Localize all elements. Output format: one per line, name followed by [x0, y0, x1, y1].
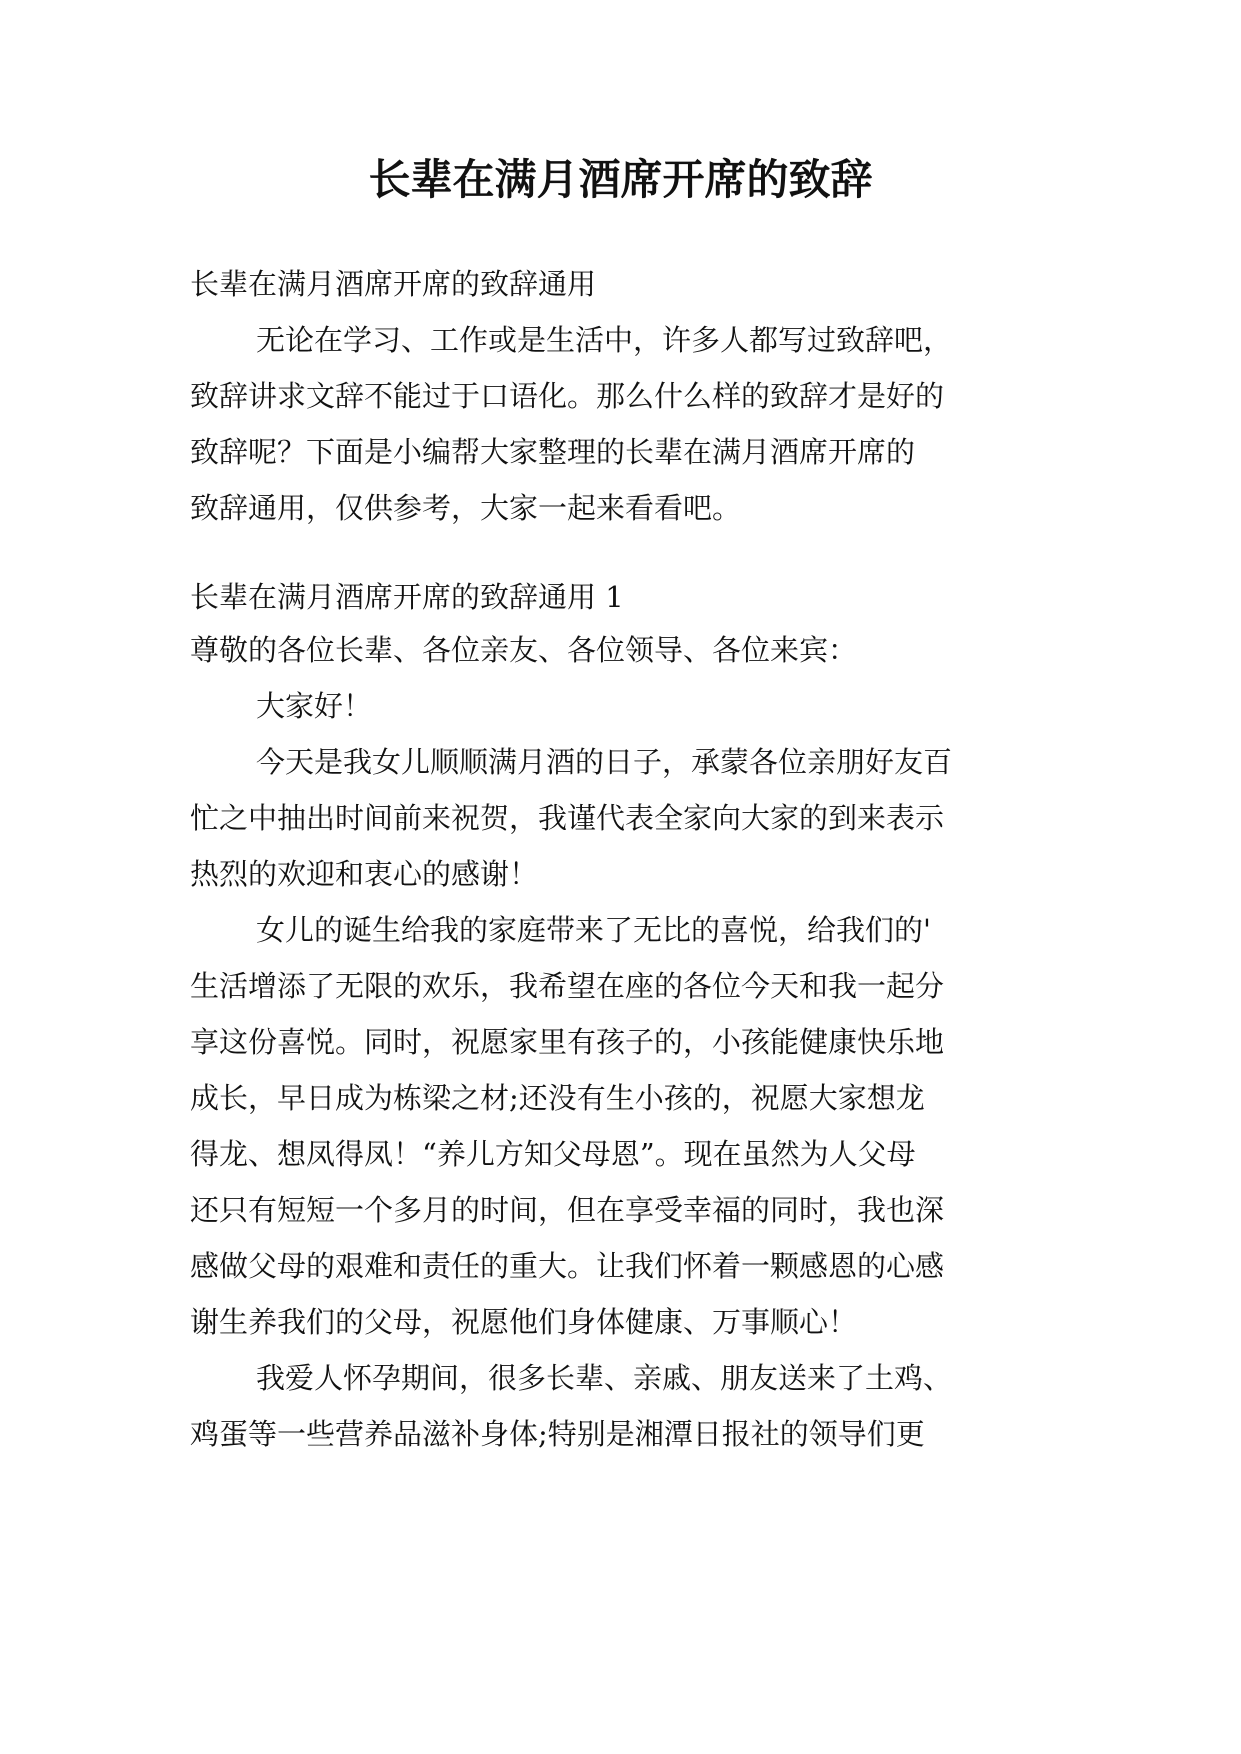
paragraph-line: 得龙、想凤得凤！“养儿方知父母恩”。现在虽然为人父母 [190, 1137, 916, 1171]
salutation-line: 尊敬的各位长辈、各位亲友、各位领导、各位来宾： [190, 633, 858, 667]
section-heading: 长辈在满月酒席开席的致辞通用 1 [190, 580, 624, 614]
paragraph-line: 感做父母的艰难和责任的重大。让我们怀着一颗感恩的心感 [190, 1249, 945, 1283]
paragraph-line: 致辞通用，仅供参考，大家一起来看看吧。 [190, 491, 742, 525]
paragraph-line: 生活增添了无限的欢乐，我希望在座的各位今天和我一起分 [190, 969, 945, 1003]
subtitle-line: 长辈在满月酒席开席的致辞通用 [190, 267, 597, 301]
paragraph-line: 致辞呢？下面是小编帮大家整理的长辈在满月酒席开席的 [190, 435, 916, 469]
paragraph-line: 我爱人怀孕期间，很多长辈、亲戚、朋友送来了土鸡、 [256, 1361, 953, 1395]
paragraph-line: 今天是我女儿顺顺满月酒的日子，承蒙各位亲朋好友百 [256, 745, 953, 779]
paragraph-line: 忙之中抽出时间前来祝贺，我谨代表全家向大家的到来表示 [190, 801, 945, 835]
paragraph-line: 女儿的诞生给我的家庭带来了无比的喜悦，给我们的' [256, 913, 931, 947]
document-title: 长辈在满月酒席开席的致辞 [368, 155, 873, 204]
paragraph-line: 还只有短短一个多月的时间，但在享受幸福的同时，我也深 [190, 1193, 945, 1227]
paragraph-line: 成长，早日成为栋梁之材;还没有生小孩的，祝愿大家想龙 [190, 1081, 925, 1115]
greeting-line: 大家好！ [256, 689, 373, 723]
paragraph-line: 谢生养我们的父母，祝愿他们身体健康、万事顺心！ [190, 1305, 858, 1339]
paragraph-line: 鸡蛋等一些营养品滋补身体;特别是湘潭日报社的领导们更 [190, 1417, 925, 1451]
paragraph-line: 享这份喜悦。同时，祝愿家里有孩子的，小孩能健康快乐地 [190, 1025, 945, 1059]
paragraph-line: 无论在学习、工作或是生活中，许多人都写过致辞吧， [256, 323, 953, 357]
paragraph-line: 致辞讲求文辞不能过于口语化。那么什么样的致辞才是好的 [190, 379, 945, 413]
paragraph-line: 热烈的欢迎和衷心的感谢！ [190, 857, 539, 891]
